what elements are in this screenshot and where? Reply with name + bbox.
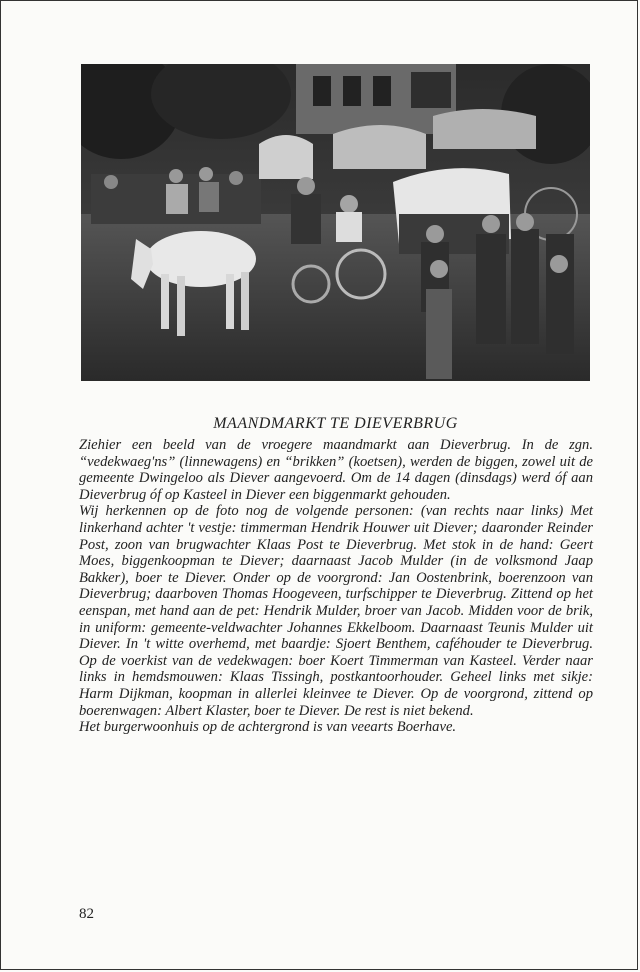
paragraph-intro: Ziehier een beeld van de vroegere maandmarkt aan Dieverbrug. In de zgn. “vedekwaeg'ns” (linnewagens) en “brikken” (koetsen), werden de biggen, zowel uit de gemeente Dwingeloo als Diever aangevoerd. Om de 14 dagen (dinsdags) werd óf aan Dieverbrug óf op Kasteel in Diever een biggenmarkt gehouden. — [79, 437, 593, 503]
photo-caption: MAANDMARKT TE DIEVERBRUG — [213, 415, 458, 432]
page-number: 82 — [79, 906, 94, 922]
paragraph-house: Het burgerwoonhuis op de achtergrond is van veearts Boerhave. — [79, 719, 457, 736]
paragraph-persons: Wij herkennen op de foto nog de volgende personen: (van rechts naar links) Met linkerhand achter 't vestje: timmerman Hendrik Houwer uit Diever; daaronder Reinder Post, zoon van brugwachter Klaas Post te Dieverbrug. Met stok in de hand: Geert Moes, biggenkoopman te Diever; daarnaast Jacob Mulder (in de volksmond Jaap Bakker), boer te Diever. Onder op de voorgrond: Jan Oostenbrink, boerenzoon van Dieverbrug; daarboven Thomas Hoogeveen, turfschipper te Dieverbrug. Zittend op het eenspan, met hand aan de pet: Hendrik Mulder, broer van Jacob. Midden voor de brik, in uniform: gemeente-veldwachter Johannes Ekkelboom. Daarnaast Teunis Mulder uit Diever. In 't witte overhemd, met baardje: Sjoert Benthem, caféhouder te Dieverbrug. Op de voerkist van de vedekwagen: boer Koert Timmerman van Kasteel. Verder naar links in hemdsmouwen: Klaas Tissingh, postkantoorhouder. Geheel links met sikje: Harm Dijkman, koopman in allerlei kleinvee te Diever. Op de voorgrond, zittend op boerenwagen: Albert Klaster, boer te Diever. De rest is niet bekend. — [79, 503, 593, 719]
market-photo — [81, 64, 590, 381]
caption-text — [79, 437, 593, 736]
market-photo-image — [81, 64, 590, 381]
